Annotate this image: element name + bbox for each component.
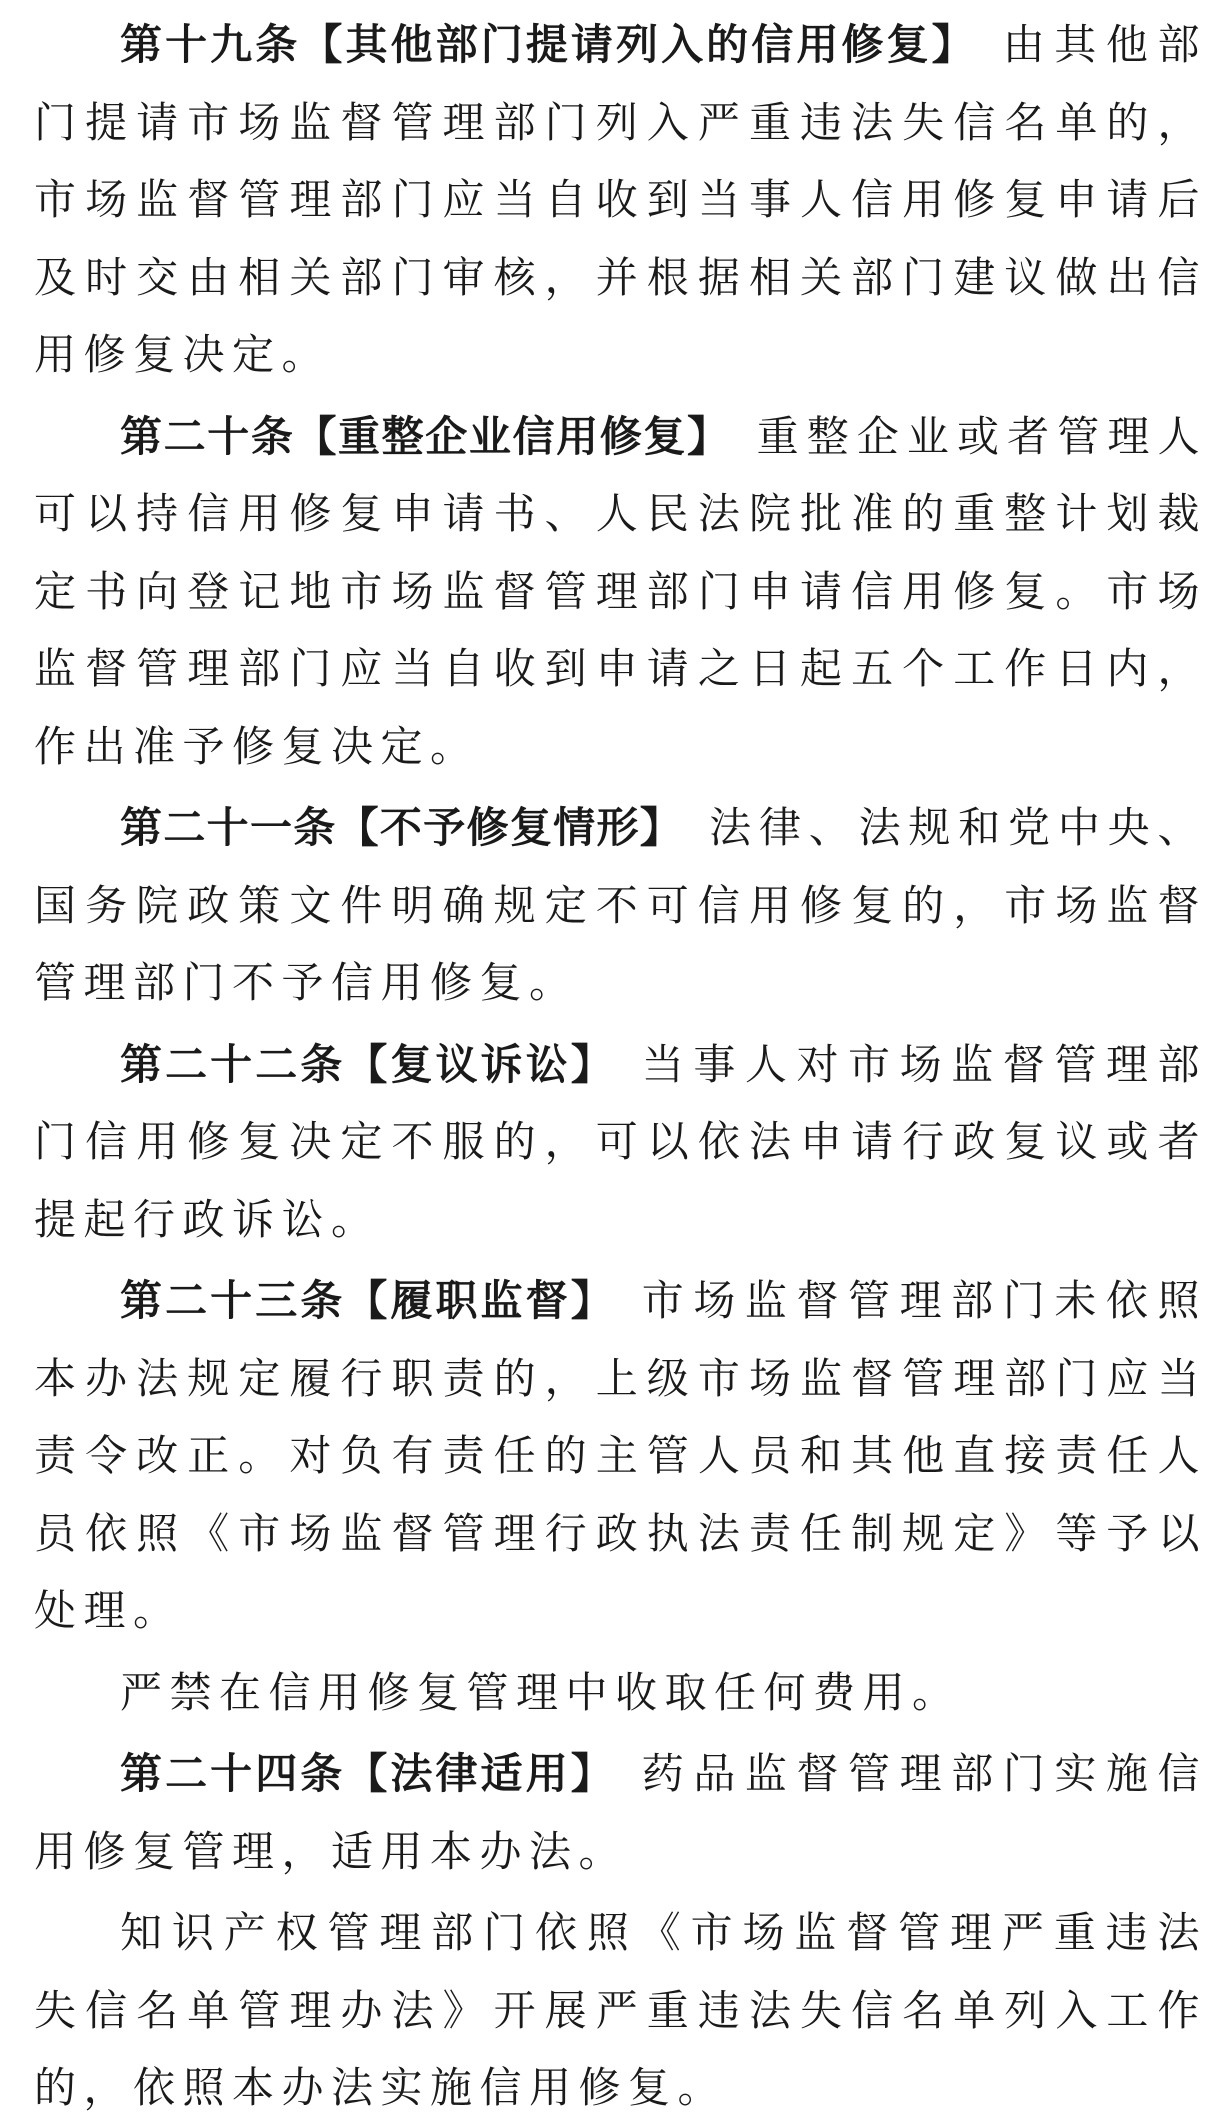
article-24 (34, 1735, 1207, 1890)
article-heading: 第二十二条【复议诉讼】 (120, 1039, 616, 1089)
article-19 (34, 6, 1207, 394)
article-body: 法律、法规和党中央、国务院政策文件明确规定不可信用修复的，市场监督管理部门不予信用修复。 (34, 803, 1207, 1007)
article-21 (34, 789, 1207, 1022)
article-heading: 第二十一条【不予修复情形】 (120, 803, 684, 852)
article-24-extra: 知识产权管理部门依照《市场监督管理严重违法失信名单管理办法》开展严重违法失信名单列入工作的，依照本办法实施信用修复。 (34, 1908, 1207, 2112)
article-body: 市场监督管理部门未依照本办法规定履行职责的，上级市场监督管理部门应当责令改正。对负有责任的主管人员和其他直接责任人员依照《市场监督管理行政执法责任制规定》等予以处理。 (34, 1276, 1207, 1635)
article-20 (34, 398, 1207, 786)
article-body: 由其他部门提请市场监督管理部门列入严重违法失信名单的，市场监督管理部门应当自收到当事人信用修复申请后及时交由相关部门审核，并根据相关部门建议做出信用修复决定。 (34, 20, 1207, 379)
article-body: 药品监督管理部门实施信用修复管理，适用本办法。 (34, 1749, 1207, 1876)
article-heading: 第二十条【重整企业信用修复】 (120, 411, 731, 461)
article-heading: 第二十四条【法律适用】 (120, 1749, 616, 1798)
article-body: 重整企业或者管理人可以持信用修复申请书、人民法院批准的重整计划裁定书向登记地市场监督管理部门申请信用修复。市场监督管理部门应当自收到申请之日起五个工作日内，作出准予修复决定。 (34, 411, 1207, 771)
article-heading: 第十九条【其他部门提请列入的信用修复】 (120, 20, 977, 69)
article-23 (34, 1262, 1207, 1650)
article-22 (34, 1026, 1207, 1259)
article-23-extra: 严禁在信用修复管理中收取任何费用。 (120, 1667, 962, 1717)
article-heading: 第二十三条【履职监督】 (120, 1276, 616, 1325)
article-body: 当事人对市场监督管理部门信用修复决定不服的，可以依法申请行政复议或者提起行政诉讼。 (34, 1039, 1207, 1244)
